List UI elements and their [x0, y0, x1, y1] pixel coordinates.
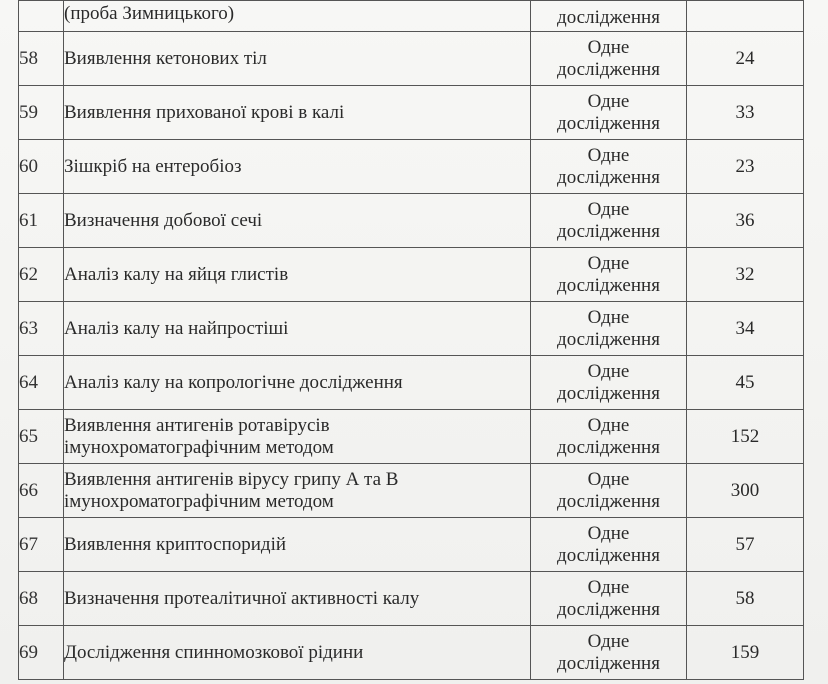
table-row — [19, 302, 804, 356]
row-number-cell — [19, 410, 64, 464]
price-value: 36 — [735, 209, 755, 231]
price-value: 34 — [735, 317, 755, 339]
price-value: 32 — [735, 263, 755, 285]
service-name-cell — [64, 1, 531, 32]
unit-line: Одне — [587, 36, 630, 58]
unit-line: Одне — [587, 630, 630, 652]
row-number: 65 — [19, 425, 38, 447]
service-name: (проба Зимницького) — [64, 3, 235, 24]
unit-line: дослідження — [557, 598, 660, 620]
unit-cell — [531, 248, 687, 302]
row-number: 60 — [19, 155, 38, 177]
row-number: 67 — [19, 533, 38, 555]
price-cell — [687, 356, 804, 410]
unit-line: дослідження — [557, 382, 660, 404]
unit-line: дослідження — [557, 166, 660, 188]
price-cell — [687, 464, 804, 518]
service-name-line: Аналіз калу на яйця глистів — [64, 263, 289, 285]
table-row — [19, 32, 804, 86]
table-row — [19, 140, 804, 194]
unit-line: Одне — [587, 198, 630, 220]
unit-cell — [531, 194, 687, 248]
service-name-cell — [64, 518, 531, 572]
row-number-cell — [19, 32, 64, 86]
service-name-cell — [64, 194, 531, 248]
price-value: 24 — [735, 47, 755, 69]
row-number-cell — [19, 302, 64, 356]
unit-cell — [531, 1, 687, 32]
unit-cell — [531, 464, 687, 518]
service-name-line: Аналіз калу на найпростіші — [64, 317, 289, 339]
price-cell — [687, 518, 804, 572]
price-cell — [687, 140, 804, 194]
price-value: 33 — [735, 101, 755, 123]
service-name-line: імунохроматографічним методом — [64, 436, 334, 458]
unit-cell — [531, 626, 687, 680]
service-name-cell — [64, 248, 531, 302]
service-name-line: Дослідження спинномозкової рідини — [64, 641, 364, 663]
service-name-line: Виявлення криптоспоридій — [64, 533, 287, 555]
row-number-cell — [19, 572, 64, 626]
row-number: 64 — [19, 371, 38, 393]
unit-cell — [531, 32, 687, 86]
row-number: 69 — [19, 641, 38, 663]
price-cell — [687, 572, 804, 626]
unit-line: дослідження — [557, 652, 660, 674]
service-name-cell — [64, 356, 531, 410]
unit-cell — [531, 410, 687, 464]
unit-line: Одне — [587, 252, 630, 274]
unit-line: дослідження — [557, 58, 660, 80]
service-name-cell — [64, 140, 531, 194]
service-name-cell — [64, 86, 531, 140]
price-cell — [687, 410, 804, 464]
service-name-line: Виявлення кетонових тіл — [64, 47, 267, 69]
row-number: 63 — [19, 317, 38, 339]
unit-line: дослідження — [557, 544, 660, 566]
unit-line: Одне — [587, 90, 630, 112]
service-name-line: Визначення протеалітичної активності калу — [64, 587, 420, 609]
service-name-line: Визначення добової сечі — [64, 209, 263, 231]
service-name-line: Зішкріб на ентеробіоз — [64, 155, 242, 177]
price-cell — [687, 248, 804, 302]
price-value: 159 — [730, 641, 760, 663]
price-table-body — [19, 1, 804, 680]
service-name-cell — [64, 302, 531, 356]
service-name-line: Виявлення прихованої крові в калі — [64, 101, 345, 123]
unit-line: Одне — [587, 306, 630, 328]
table-row — [19, 86, 804, 140]
service-name-line: імунохроматографічним методом — [64, 490, 334, 512]
table-row — [19, 410, 804, 464]
unit-line: дослідження — [557, 274, 660, 296]
unit-cell — [531, 356, 687, 410]
row-number-cell — [19, 248, 64, 302]
unit-cell — [531, 86, 687, 140]
row-number: 68 — [19, 587, 38, 609]
price-value: 152 — [730, 425, 760, 447]
service-name-line: Аналіз калу на копрологічне дослідження — [64, 371, 403, 393]
row-number: 66 — [19, 479, 38, 501]
unit-cell — [531, 302, 687, 356]
service-name-cell — [64, 626, 531, 680]
table-row — [19, 356, 804, 410]
row-number-cell — [19, 194, 64, 248]
service-name-cell — [64, 410, 531, 464]
row-number-cell — [19, 518, 64, 572]
price-cell — [687, 626, 804, 680]
row-number: 58 — [19, 47, 38, 69]
price-value: 23 — [735, 155, 755, 177]
price-value: 45 — [735, 371, 755, 393]
price-cell — [687, 32, 804, 86]
service-name-cell — [64, 32, 531, 86]
service-name-line: Виявлення антигенів ротавірусів — [64, 414, 330, 436]
price-cell — [687, 86, 804, 140]
table-row — [19, 194, 804, 248]
table-row — [19, 464, 804, 518]
table-row-continued — [19, 1, 804, 32]
price-cell — [687, 302, 804, 356]
table-row — [19, 248, 804, 302]
table-row — [19, 626, 804, 680]
unit-text: дослідження — [557, 7, 660, 28]
row-number-cell — [19, 86, 64, 140]
price-cell — [687, 194, 804, 248]
row-number-cell — [19, 626, 64, 680]
unit-line: Одне — [587, 468, 630, 490]
unit-line: дослідження — [557, 436, 660, 458]
row-number: 61 — [19, 209, 38, 231]
service-name-cell — [64, 572, 531, 626]
price-value: 57 — [735, 533, 755, 555]
unit-line: Одне — [587, 360, 630, 382]
row-number-cell — [19, 356, 64, 410]
row-number: 59 — [19, 101, 38, 123]
row-number-cell — [19, 140, 64, 194]
service-name-cell — [64, 464, 531, 518]
unit-line: Одне — [587, 522, 630, 544]
unit-line: дослідження — [557, 490, 660, 512]
unit-line: Одне — [587, 144, 630, 166]
table-row — [19, 572, 804, 626]
unit-cell — [531, 518, 687, 572]
price-table — [18, 0, 804, 680]
row-number: 62 — [19, 263, 38, 285]
unit-cell — [531, 572, 687, 626]
unit-line: дослідження — [557, 112, 660, 134]
table-row — [19, 518, 804, 572]
unit-line: дослідження — [557, 328, 660, 350]
unit-cell — [531, 140, 687, 194]
row-number-cell — [19, 1, 64, 32]
unit-line: Одне — [587, 414, 630, 436]
price-cell — [687, 1, 804, 32]
service-name-line: Виявлення антигенів вірусу грипу А та В — [64, 468, 399, 490]
price-value: 300 — [730, 479, 760, 501]
price-value: 58 — [735, 587, 755, 609]
row-number-cell — [19, 464, 64, 518]
unit-line: дослідження — [557, 220, 660, 242]
unit-line: Одне — [587, 576, 630, 598]
